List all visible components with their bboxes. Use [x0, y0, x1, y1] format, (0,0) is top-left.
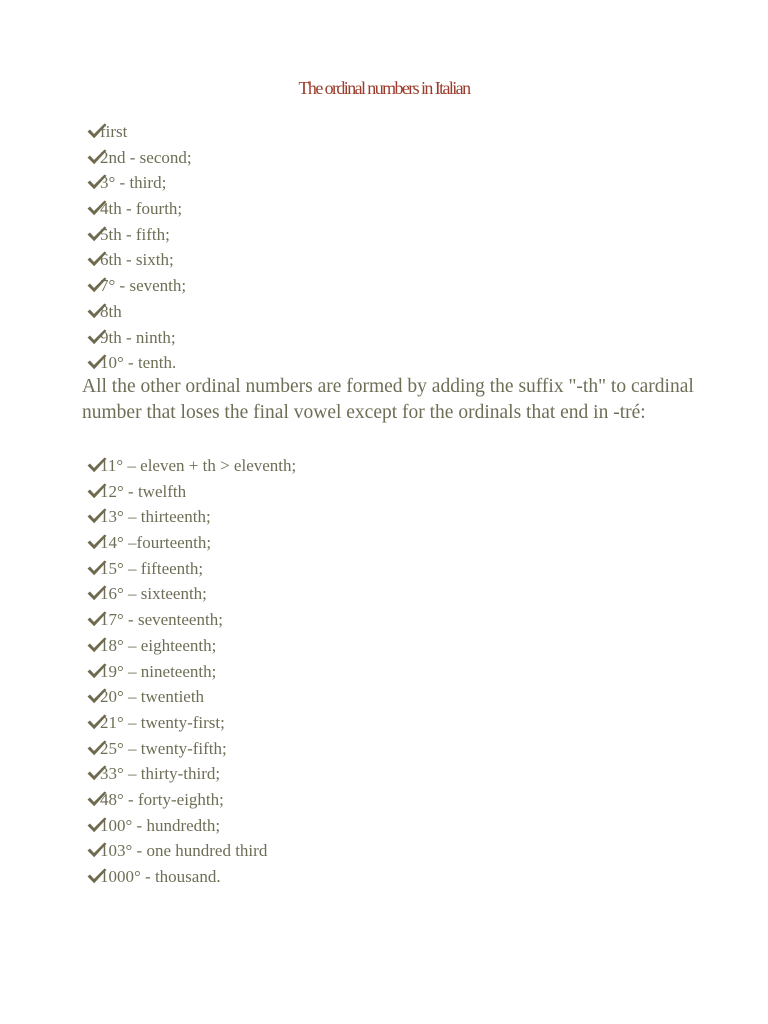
list-item-text: 20° – twentieth	[100, 687, 205, 707]
list-item-text: 7° - seventh;	[100, 276, 187, 296]
list-item-text: 14° –fourteenth;	[100, 533, 212, 553]
list-item-text: 3° - third;	[100, 173, 167, 193]
list-item-text: first	[100, 122, 128, 141]
list-item-text: 25° – twenty-fifth;	[100, 738, 227, 758]
list-item-text: 17° - seventeenth;	[100, 610, 223, 630]
list-item-text: 19° – nineteenth;	[100, 661, 217, 681]
list-item-text: 103° - one hundred third	[100, 841, 268, 861]
list-item-text: 1000° - thousand.	[100, 867, 221, 886]
list-item-text: 6th - sixth;	[100, 250, 174, 270]
list-item-text: 13° – thirteenth;	[100, 507, 211, 527]
explanation-paragraph: All the other ordinal numbers are formed by adding the suffix "-th" to cardinal number that loses the final vowel except for the ordinals that end in -tré:	[82, 376, 694, 423]
list-item-text: 10° - tenth.	[100, 353, 177, 373]
page-title: The ordinal numbers in Italian	[298, 78, 470, 98]
list-item-text: 16° – sixteenth;	[100, 584, 207, 604]
list-item-text: 9th - ninth;	[100, 327, 176, 347]
list-item-text: 5th - fifth;	[100, 224, 170, 244]
list-item-text: 8th	[100, 301, 122, 321]
list-item-text: 2nd - second;	[100, 147, 192, 167]
list-item-text: 33° – thirty-third;	[100, 764, 221, 784]
list-item-text: 12° - twelfth	[100, 481, 187, 501]
list-item-text: 100° - hundredth;	[100, 815, 221, 835]
list-item-text: 11° – eleven + th > eleventh;	[100, 456, 297, 475]
list-item-text: 15° – fifteenth;	[100, 558, 204, 578]
list-item-text: 18° – eighteenth;	[100, 635, 217, 655]
list-item-text: 21° – twenty-first;	[100, 712, 225, 732]
list-item-text: 4th - fourth;	[100, 199, 183, 219]
list-item-text: 48° - forty-eighth;	[100, 789, 224, 809]
